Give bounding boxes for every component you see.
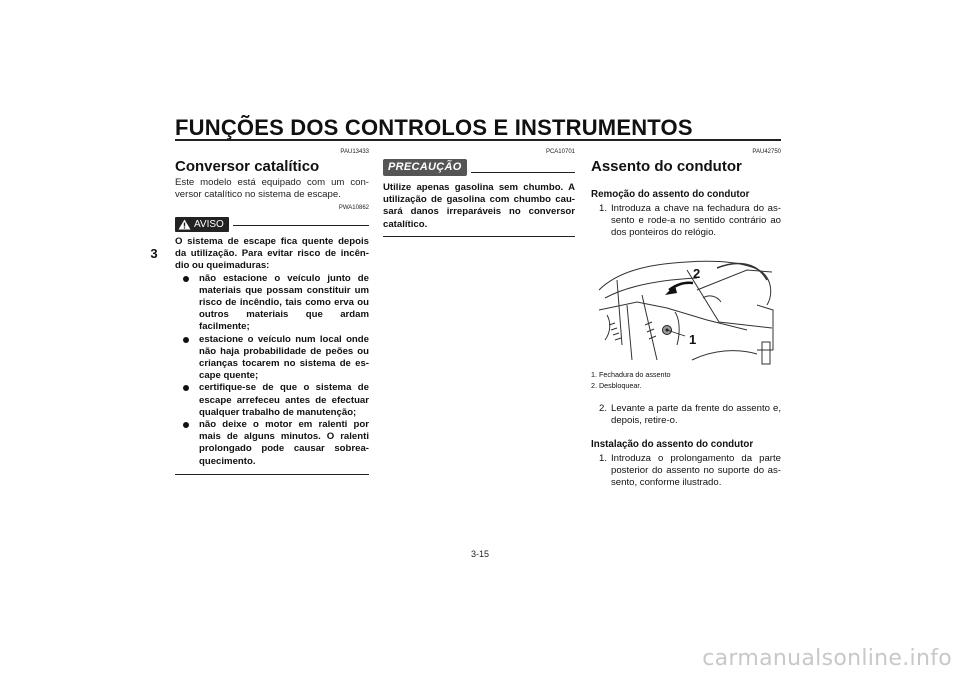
warning-header [175,217,369,232]
chapter-tab: 3 [150,245,158,261]
section-heading: Assento do condutor [591,158,742,175]
figure-caption: 1. Fechadura do assento [591,370,671,379]
caution-badge: PRECAUÇÃO [383,159,467,176]
warning-text: O sistema de escape fica quente depois da utilização. Para evitar risco de incên-dio ou queimaduras: [175,236,369,272]
rider-seat-section [591,148,781,489]
list-item: 2. Levante a parte da frente do assento e, depois, retire-o. [599,403,781,426]
warning-triangle-icon [178,219,191,230]
list-item: 1. Introduza a chave na fechadura do as-sento e rode-a no sentido contrário ao dos ponteiros do relógio. [599,203,781,238]
list-item: certifique-se de que o sistema de escape arrefeceu antes de efectuar qualquer trabalho de manutenção; [175,382,369,419]
install-heading: Instalação do assento do condutor [591,439,754,450]
caution-text: Utilize apenas gasolina sem chumbo. A utilização de gasolina com chumbo cau-sará danos irreparáveis no conversor catalítico. [383,182,575,230]
warning-bullet-list [175,273,369,468]
section-intro: Este modelo está equipado com um con-versor catalítico no sistema de escape. [175,177,369,200]
list-item: não estacione o veículo junto de materiais que possam constituir um risco de incêndio, tais como erva ou outros materiais que ardam facilmente; [175,273,369,334]
seat-lock-illustration [597,250,777,366]
warning-label: AVISO [194,219,224,230]
list-item: estacione o veículo num local onde não haja probabilidade de peões ou crianças tocarem no sistema de es-cape quente; [175,334,369,383]
bullet-icon [183,385,189,391]
section-heading: Conversor catalítico [175,158,320,175]
caution-end-rule [383,236,575,237]
removal-steps-continued [591,403,781,427]
page-title: FUNÇÕES DOS CONTROLOS E INSTRUMENTOS [175,115,693,140]
list-item: 1. Introduza o prolongamento da parte posterior do assento no suporte do as-sento, conforme ilustrado. [599,453,781,488]
title-rule [175,139,781,141]
removal-steps [591,203,781,239]
removal-heading: Remoção do assento do condutor [591,189,750,200]
callout-2: 2 [693,266,701,281]
seat-lock-drawing [597,250,777,366]
caution-section [383,148,575,237]
catalytic-converter-section [175,148,369,475]
callout-1: 1 [689,332,697,347]
caution-rule [471,172,575,173]
caution-header [383,159,575,176]
bullet-icon [183,422,189,428]
watermark[interactable]: carmanualsonline.info [702,646,952,671]
page-number: 3-15 [470,549,489,559]
section-code: PAU42750 [752,149,781,155]
bullet-icon [183,337,189,343]
warning-badge [175,217,229,232]
warning-rule [233,225,369,226]
warning-code: PWA10862 [338,205,369,211]
figure-caption: 2. Desbloquear. [591,381,642,390]
figure-captions [591,369,781,391]
install-steps [591,453,781,489]
bullet-icon [183,276,189,282]
section-code: PAU13433 [340,149,369,155]
warning-end-rule [175,474,369,475]
list-item: não deixe o motor em ralenti por mais de alguns minutos. O ralenti prolongado pode causar sobrea-quecimento. [175,419,369,468]
caution-code: PCA10701 [545,149,575,155]
